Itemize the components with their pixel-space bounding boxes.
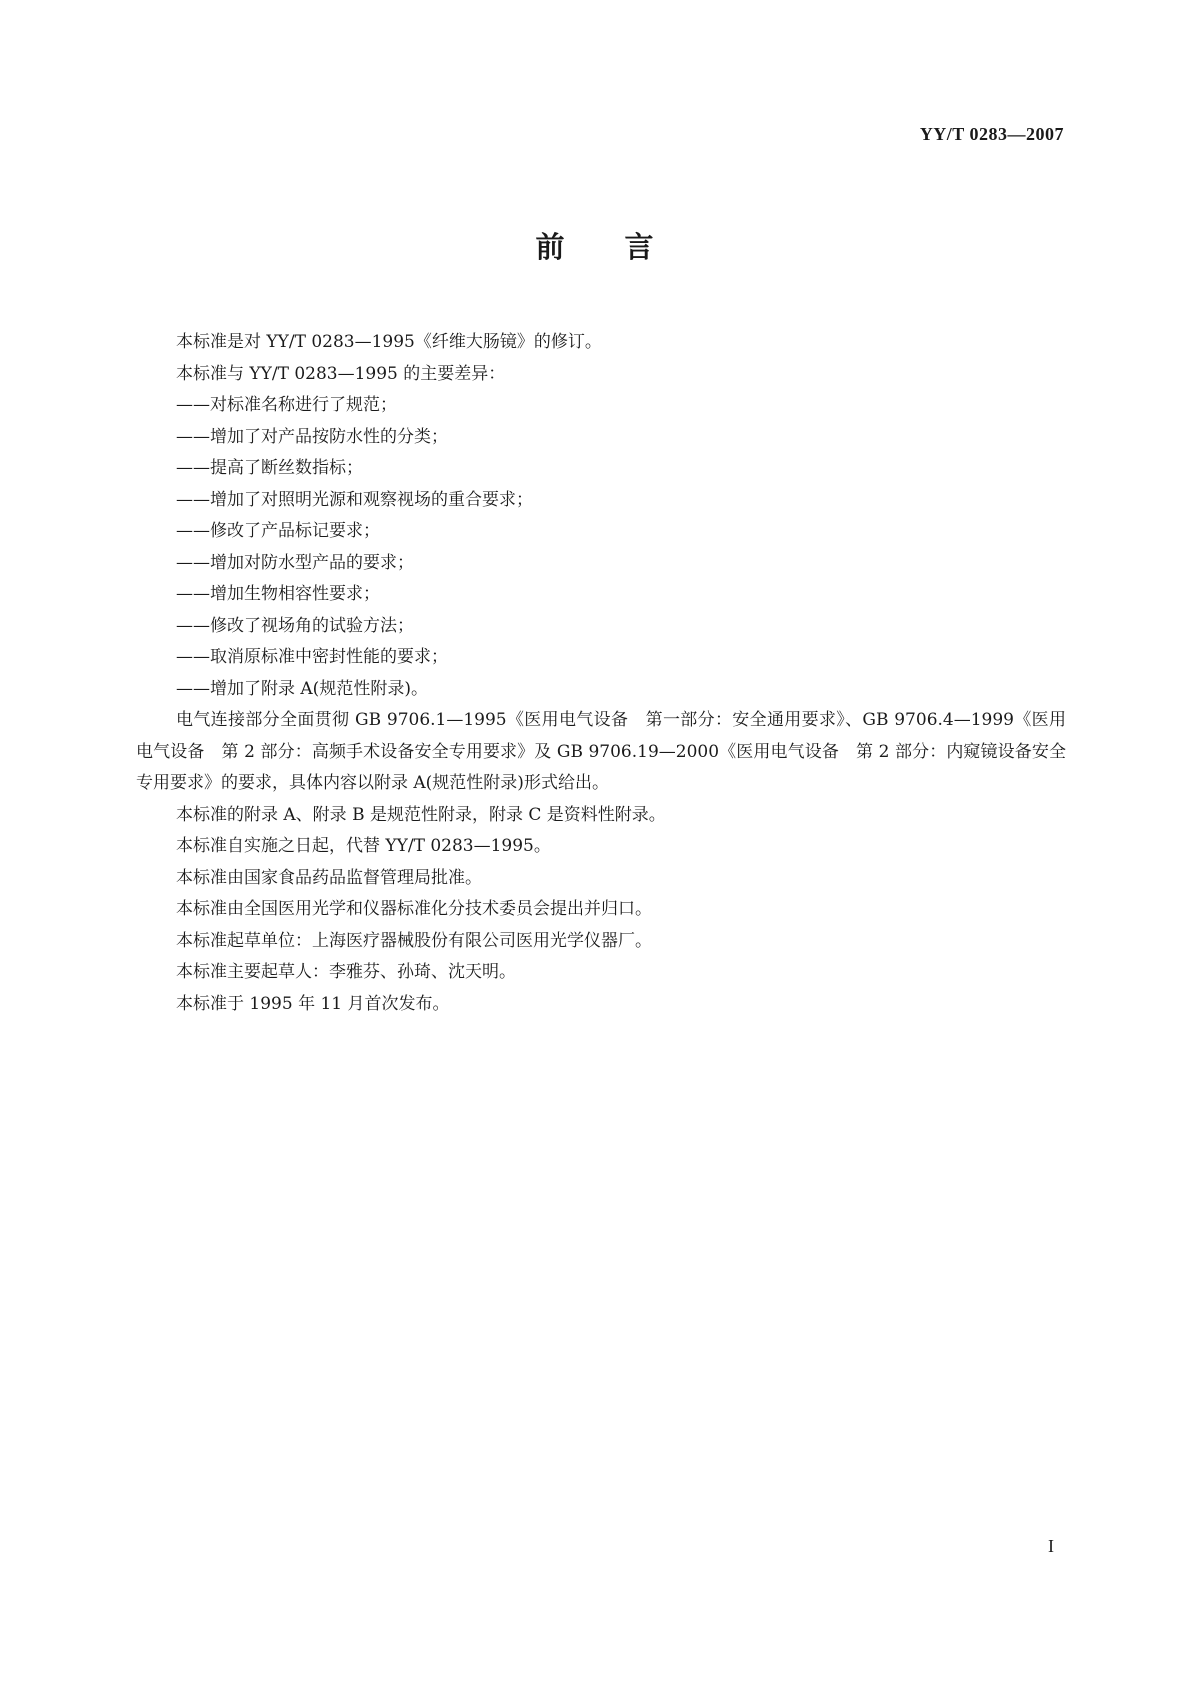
paragraph-intro: 本标准是对 YY/T 0283—1995《纤维大肠镜》的修订。: [176, 332, 602, 352]
paragraph-replaces: 本标准自实施之日起，代替 YY/T 0283—1995。: [176, 836, 551, 856]
paragraph-first-issued: 本标准于 1995 年 11 月首次发布。: [176, 993, 450, 1014]
list-item-difference: ——增加对防水型产品的要求；: [176, 552, 414, 573]
list-item-difference: ——增加了对产品按防水性的分类；: [176, 426, 448, 447]
paragraph-proposed-by: 本标准由全国医用光学和仪器标准化分技术委员会提出并归口。: [176, 899, 652, 919]
title-char-1: 前: [535, 230, 567, 264]
list-item-difference: ——增加了附录 A(规范性附录)。: [176, 678, 428, 699]
paragraph-drafting-unit: 本标准起草单位：上海医疗器械股份有限公司医用光学仪器厂。: [176, 930, 652, 951]
list-item-difference: ——修改了产品标记要求；: [176, 521, 380, 541]
list-item-difference: ——修改了视场角的试验方法；: [176, 615, 414, 636]
standard-code-header: YY/T 0283—2007: [919, 124, 1064, 144]
list-item-difference: ——对标准名称进行了规范；: [176, 395, 397, 415]
list-item-difference: ——取消原标准中密封性能的要求；: [176, 647, 448, 667]
list-item-difference: ——提高了断丝数指标；: [176, 458, 363, 478]
paragraph-differences-lead: 本标准与 YY/T 0283—1995 的主要差异：: [176, 363, 506, 384]
paragraph-electrical: 电气连接部分全面贯彻 GB 9706.1—1995《医用电气设备 第一部分：安全通用要求》、GB 9706.4—1999《医用电气设备 第 2 部分：高频手术设备安全专用要求》及 GB 9706.19—2000《医用电气设备 第 2 部分：内窥镜设备安全专用要求》的要求，具体内容以附录 A(规范性附录)形式给出。: [136, 710, 1066, 793]
page-number: I: [1048, 1536, 1054, 1556]
list-item-difference: ——增加生物相容性要求；: [176, 584, 380, 604]
page-title: [0, 225, 1191, 266]
paragraph-drafters: 本标准主要起草人：李雅芬、孙琦、沈天明。: [176, 962, 516, 982]
title-char-2: 言: [624, 230, 656, 264]
foreword-body: [136, 327, 1066, 1020]
paragraph-annexes: 本标准的附录 A、附录 B 是规范性附录，附录 C 是资料性附录。: [176, 804, 666, 825]
paragraph-approved-by: 本标准由国家食品药品监督管理局批准。: [176, 867, 482, 888]
list-item-difference: ——增加了对照明光源和观察视场的重合要求；: [176, 489, 533, 510]
